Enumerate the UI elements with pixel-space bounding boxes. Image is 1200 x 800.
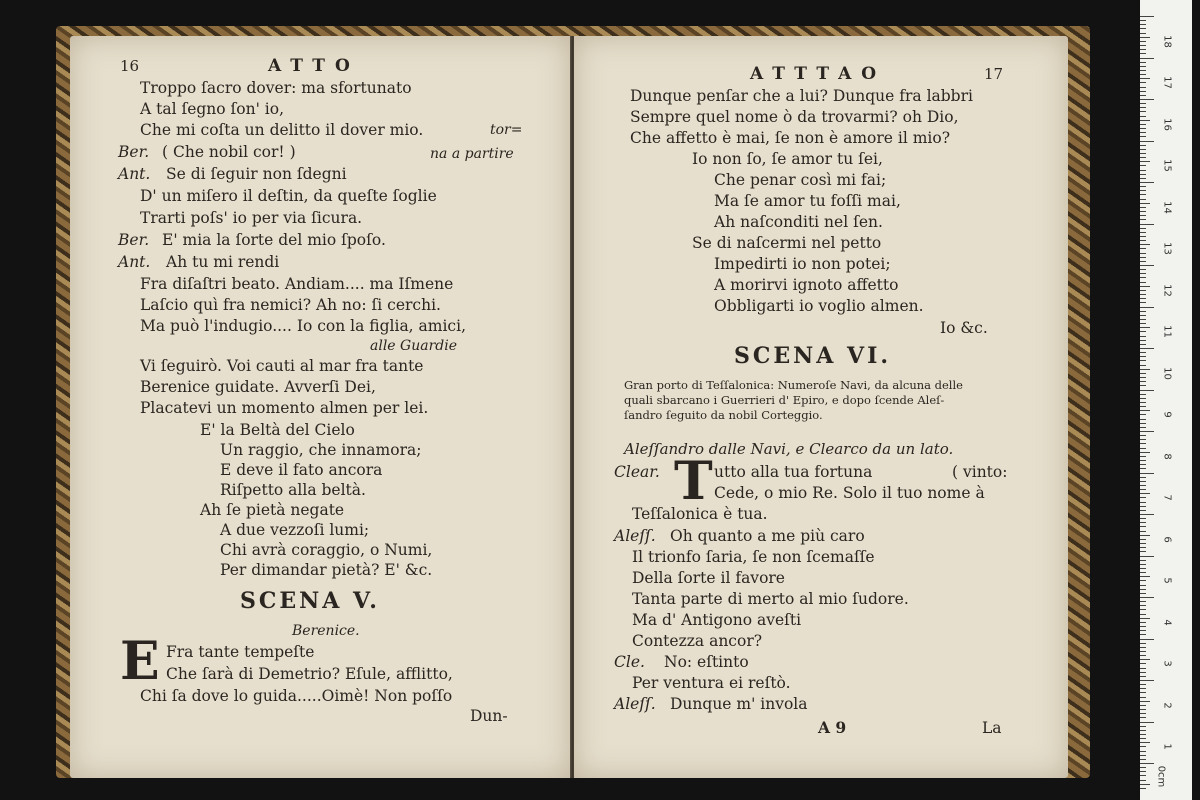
- ruler-tick: [1140, 734, 1146, 735]
- ruler-tick: [1140, 572, 1146, 573]
- ruler-tick: [1140, 634, 1146, 635]
- ruler-tick: [1140, 248, 1146, 249]
- ruler-tick: [1140, 365, 1146, 366]
- ruler-number: 14: [1161, 200, 1173, 214]
- ruler-tick: [1140, 514, 1154, 515]
- speaker-label: Clear.: [614, 463, 660, 481]
- ruler-tick: [1140, 74, 1146, 75]
- ruler-tick: [1140, 473, 1154, 474]
- aria-line: Che penar così mi fai;: [714, 171, 887, 189]
- ruler-tick: [1140, 298, 1146, 299]
- ruler-tick: [1140, 468, 1146, 469]
- ruler-tick: [1140, 489, 1146, 490]
- ruler-tick: [1140, 111, 1146, 112]
- ruler-tick: [1140, 269, 1146, 270]
- ruler-tick: [1140, 174, 1146, 175]
- ruler-number: 4: [1161, 618, 1173, 626]
- left-page: [70, 36, 570, 778]
- verse-line: Se di ſeguir non ſdegni: [166, 165, 347, 183]
- ruler-tick: [1140, 659, 1150, 660]
- stage-note: alle Guardie: [370, 338, 458, 354]
- ruler-tick: [1140, 464, 1146, 465]
- right-page: [574, 36, 1068, 778]
- ruler-tick: [1140, 423, 1146, 424]
- aria-line: A due vezzoſi lumi;: [220, 521, 370, 539]
- ruler-tick: [1140, 601, 1146, 602]
- ruler-tick: [1140, 132, 1146, 133]
- ruler-tick: [1140, 746, 1146, 747]
- ruler-tick: [1140, 78, 1150, 79]
- ruler-number: 17: [1161, 76, 1173, 89]
- ruler-tick: [1140, 414, 1146, 415]
- ruler-tick: [1140, 564, 1146, 565]
- aria-line: Ah ſe pietà negate: [200, 501, 345, 519]
- verse-line: Fra tante tempeſte: [166, 643, 315, 661]
- verse-line: Laſcio quì fra nemici? Ah no: ſi cerchi.: [140, 296, 441, 314]
- ruler-tick: [1140, 207, 1146, 208]
- ruler-tick: [1140, 427, 1146, 428]
- ruler-tick: [1140, 609, 1146, 610]
- ruler-tick: [1140, 680, 1154, 681]
- verse-line: Ma può l'indugio.... Io con la figlia, amici,: [140, 317, 466, 335]
- ruler-tick: [1140, 535, 1150, 536]
- ruler-tick: [1140, 327, 1150, 328]
- ruler-tick: [1140, 41, 1146, 42]
- ruler-tick: [1140, 630, 1146, 631]
- verse-line: Fra diſaſtri beato. Andiam.... ma Iſmene: [140, 275, 454, 293]
- stage-note: tor=: [490, 122, 523, 138]
- ruler-tick: [1140, 730, 1146, 731]
- ruler-tick: [1140, 419, 1146, 420]
- ruler-tick: [1140, 556, 1154, 557]
- ruler-tick: [1140, 497, 1146, 498]
- ruler-tick: [1140, 224, 1154, 225]
- verse-line: Berenice guidate. Avverſi Dei,: [140, 378, 376, 396]
- aria-line: Impedirti io non potei;: [714, 255, 891, 273]
- ruler-tick: [1140, 331, 1146, 332]
- ruler-tick: [1140, 145, 1146, 146]
- ruler-tick: [1140, 477, 1146, 478]
- aria-line: E' la Beltà del Cielo: [200, 421, 355, 439]
- ruler-tick: [1140, 493, 1150, 494]
- ruler-tick: [1140, 99, 1154, 100]
- ruler-tick: [1140, 257, 1146, 258]
- ruler-tick: [1140, 340, 1146, 341]
- ruler-tick: [1140, 767, 1146, 768]
- ruler-unit: 0cm: [1155, 765, 1167, 788]
- ruler-tick: [1140, 568, 1146, 569]
- verse-line: Ma d' Antigono aveſti: [632, 611, 802, 629]
- ruler-tick: [1140, 186, 1146, 187]
- verse-line: Della ſorte il favore: [632, 569, 785, 587]
- ruler-tick: [1140, 265, 1154, 266]
- ruler-tick: [1140, 352, 1146, 353]
- ruler-tick: [1140, 356, 1146, 357]
- ruler-tick: [1140, 240, 1146, 241]
- verse-line: Dunque penſar che a lui? Dunque fra labbri: [630, 87, 973, 105]
- ruler-tick: [1140, 576, 1150, 577]
- ruler-tick: [1140, 722, 1154, 723]
- speaker-label: Aleſſ.: [614, 527, 656, 545]
- ruler-tick: [1140, 16, 1154, 17]
- ruler-tick: [1140, 518, 1146, 519]
- ruler-tick: [1140, 165, 1146, 166]
- verse-line: Contezza ancor?: [632, 632, 763, 650]
- ruler-tick: [1140, 701, 1150, 702]
- ruler-tick: [1140, 402, 1146, 403]
- speaker-label: Ant.: [118, 253, 151, 271]
- ruler-tick: [1140, 82, 1146, 83]
- ruler-tick: [1140, 215, 1146, 216]
- aria-line: Obbligarti io voglio almen.: [714, 297, 924, 315]
- ruler-number: 5: [1161, 577, 1173, 584]
- aria-line: Io non ſo, ſe amor tu ſei,: [692, 150, 883, 168]
- ruler-number: 12: [1161, 283, 1173, 297]
- ruler-tick: [1140, 149, 1146, 150]
- ruler-tick: [1140, 182, 1154, 183]
- ruler-tick: [1140, 58, 1154, 59]
- verse-line: Trarti poſs' io per via ſicura.: [140, 209, 363, 227]
- ruler-tick: [1140, 273, 1146, 274]
- ruler-tick: [1140, 294, 1146, 295]
- speaker-label: Ber.: [118, 143, 150, 161]
- ruler-tick: [1140, 639, 1154, 640]
- ruler-tick: [1140, 435, 1146, 436]
- aria-line: Riſpetto alla beltà.: [220, 481, 366, 499]
- ruler-tick: [1140, 277, 1146, 278]
- ruler-tick: [1140, 775, 1146, 776]
- ruler-tick: [1140, 203, 1150, 204]
- ruler-tick: [1140, 161, 1150, 162]
- ruler-tick: [1140, 128, 1146, 129]
- ruler-tick: [1140, 692, 1146, 693]
- ruler-tick: [1140, 763, 1154, 764]
- ruler-tick: [1140, 485, 1146, 486]
- ruler-tick: [1140, 66, 1146, 67]
- ruler-tick: [1140, 311, 1146, 312]
- ruler-tick: [1140, 742, 1150, 743]
- verse-line: Cede, o mio Re. Solo il tuo nome à: [714, 484, 985, 502]
- ruler-tick: [1140, 37, 1150, 38]
- ruler-tick: [1140, 784, 1150, 785]
- ruler-tick: [1140, 688, 1146, 689]
- ruler-tick: [1140, 717, 1146, 718]
- verse-line: D' un miſero il deſtin, da queſte ſoglie: [140, 187, 437, 205]
- scene-setting: quali sbarcano i Guerrieri d' Epiro, e dopo ſcende Aleſ-: [624, 393, 945, 407]
- ruler-number: 1: [1161, 743, 1173, 750]
- ruler-tick: [1140, 236, 1146, 237]
- ruler-number: 13: [1161, 242, 1173, 255]
- ruler-tick: [1140, 307, 1154, 308]
- verse-line: Teſſalonica è tua.: [632, 505, 768, 523]
- ruler-tick: [1140, 253, 1146, 254]
- ruler-tick: [1140, 668, 1146, 669]
- ruler-tick: [1140, 713, 1146, 714]
- ruler-tick: [1140, 726, 1146, 727]
- ruler-tick: [1140, 539, 1146, 540]
- ruler-tick: [1140, 456, 1146, 457]
- ruler-tick: [1140, 481, 1146, 482]
- scene-setting: ſandro ſeguito da nobil Corteggio.: [624, 408, 823, 422]
- ruler-tick: [1140, 597, 1154, 598]
- verse-line: utto alla tua fortuna: [714, 463, 873, 481]
- ruler-tick: [1140, 443, 1146, 444]
- ruler-tick: [1140, 319, 1146, 320]
- ruler-tick: [1140, 410, 1150, 411]
- ruler-tick: [1140, 199, 1146, 200]
- ruler-tick: [1140, 232, 1146, 233]
- catchword: La: [982, 719, 1002, 737]
- stage-direction: Aleſſandro dalle Navi, e Clearco da un lato.: [624, 440, 954, 458]
- ruler-tick: [1140, 45, 1146, 46]
- ruler-tick: [1140, 24, 1146, 25]
- ruler-tick: [1140, 87, 1146, 88]
- ruler-number: 18: [1161, 34, 1173, 48]
- verse-line: Chi ſa dove lo guida.....Oimè! Non poſſo: [140, 687, 453, 705]
- verse-line: Tanta parte di merto al mio ſudore.: [632, 590, 909, 608]
- ruler-tick: [1140, 261, 1146, 262]
- ruler-tick: [1140, 360, 1146, 361]
- verse-line: Sempre quel nome ò da trovarmi? oh Dio,: [630, 108, 959, 126]
- verse-line: Che affetto è mai, ſe non è amore il mio?: [630, 129, 951, 147]
- verse-line: Per ventura ei reſtò.: [632, 674, 791, 692]
- ruler-tick: [1140, 190, 1146, 191]
- ruler-tick: [1140, 672, 1146, 673]
- ruler-tick: [1140, 398, 1146, 399]
- ruler-tick: [1140, 780, 1146, 781]
- ruler-number: 8: [1161, 452, 1173, 460]
- ruler-tick: [1140, 531, 1146, 532]
- page-number: 17: [984, 65, 1004, 83]
- catchword: Dun-: [470, 707, 508, 725]
- ruler-number: 11: [1161, 325, 1173, 338]
- verse-line: Che ſarà di Demetrio? Eſule, afflitto,: [166, 665, 453, 683]
- ruler-tick: [1140, 618, 1150, 619]
- ruler-tick: [1140, 95, 1146, 96]
- verse-line: E' mia la ſorte del mio ſpoſo.: [162, 231, 386, 249]
- scene-setting: Gran porto di Teſſalonica: Numeroſe Navi, da alcuna delle: [624, 378, 963, 392]
- ruler-tick: [1140, 614, 1146, 615]
- ruler-tick: [1140, 738, 1146, 739]
- aria-line: Per dimandar pietà? E' &c.: [220, 561, 433, 579]
- ruler-tick: [1140, 448, 1146, 449]
- scene-title: SCENA V.: [240, 588, 380, 614]
- ruler-tick: [1140, 228, 1146, 229]
- measuring-ruler: [1140, 0, 1192, 800]
- ruler-tick: [1140, 605, 1146, 606]
- ruler-tick: [1140, 502, 1146, 503]
- ruler-tick: [1140, 647, 1146, 648]
- ruler-tick: [1140, 107, 1146, 108]
- ruler-number: 2: [1161, 701, 1173, 709]
- ruler-tick: [1140, 103, 1146, 104]
- ruler-tick: [1140, 28, 1146, 29]
- verse-line: ( Che nobil cor! ): [162, 143, 296, 161]
- verse-line: Dunque m' invola: [670, 695, 808, 713]
- speaker-label: Aleſſ.: [614, 695, 656, 713]
- drop-cap: T: [674, 451, 713, 512]
- ruler-number: 6: [1161, 535, 1173, 543]
- ruler-tick: [1140, 282, 1146, 283]
- ruler-tick: [1140, 663, 1146, 664]
- ruler-tick: [1140, 49, 1146, 50]
- ruler-tick: [1140, 153, 1146, 154]
- ruler-number: 10: [1161, 366, 1173, 380]
- ruler-tick: [1140, 460, 1146, 461]
- ruler-number: 9: [1161, 411, 1173, 418]
- ruler-tick: [1140, 585, 1146, 586]
- ruler-tick: [1140, 124, 1146, 125]
- ruler-tick: [1140, 431, 1154, 432]
- ruler-tick: [1140, 211, 1146, 212]
- ruler-tick: [1140, 593, 1146, 594]
- ruler-tick: [1140, 651, 1146, 652]
- speaker-label: Cle.: [614, 653, 645, 671]
- ruler-tick: [1140, 751, 1146, 752]
- ruler-tick: [1140, 381, 1146, 382]
- ruler-tick: [1140, 705, 1146, 706]
- ruler-tick: [1140, 676, 1146, 677]
- ruler-tick: [1140, 369, 1150, 370]
- ruler-tick: [1140, 302, 1146, 303]
- ruler-tick: [1140, 178, 1146, 179]
- ruler-tick: [1140, 580, 1146, 581]
- aria-line: Se di naſcermi nel petto: [692, 234, 882, 252]
- ruler-tick: [1140, 655, 1146, 656]
- ruler-tick: [1140, 788, 1146, 789]
- verse-line: Ah tu mi rendi: [166, 253, 280, 271]
- ruler-tick: [1140, 684, 1146, 685]
- ruler-tick: [1140, 323, 1146, 324]
- aria-line: Un raggio, che innamora;: [220, 441, 422, 459]
- ruler-tick: [1140, 219, 1146, 220]
- verse-line: Placatevi un momento almen per lei.: [140, 399, 429, 417]
- ruler-tick: [1140, 33, 1146, 34]
- ruler-tick: [1140, 589, 1146, 590]
- aria-line: Ma ſe amor tu foſſi mai,: [714, 192, 901, 210]
- ruler-tick: [1140, 62, 1146, 63]
- ruler-tick: [1140, 759, 1146, 760]
- speaker-label: Ant.: [118, 165, 151, 183]
- scene-title: SCENA VI.: [734, 343, 892, 369]
- ruler-tick: [1140, 20, 1146, 21]
- ruler-tick: [1140, 506, 1146, 507]
- ruler-tick: [1140, 643, 1146, 644]
- ruler-tick: [1140, 157, 1146, 158]
- ruler-number: 16: [1161, 117, 1173, 131]
- running-header: ATTO: [268, 56, 360, 76]
- verse-line: Vi ſeguirò. Voi cauti al mar fra tante: [140, 357, 424, 375]
- verse-line: Oh quanto a me più caro: [670, 527, 865, 545]
- ruler-tick: [1140, 551, 1146, 552]
- ruler-tick: [1140, 385, 1146, 386]
- ruler-tick: [1140, 439, 1146, 440]
- ruler-tick: [1140, 373, 1146, 374]
- ruler-tick: [1140, 91, 1146, 92]
- ruler-tick: [1140, 136, 1146, 137]
- ruler-tick: [1140, 452, 1150, 453]
- ruler-tick: [1140, 194, 1146, 195]
- signature-mark: A 9: [818, 718, 847, 737]
- verse-line: Troppo ſacro dover: ma sfortunato: [140, 79, 412, 97]
- ruler-tick: [1140, 70, 1146, 71]
- ruler-tick: [1140, 315, 1146, 316]
- ruler-tick: [1140, 755, 1146, 756]
- ruler-tick: [1140, 510, 1146, 511]
- ruler-tick: [1140, 141, 1154, 142]
- ruler-tick: [1140, 697, 1146, 698]
- ruler-tick: [1140, 244, 1150, 245]
- ruler-tick: [1140, 547, 1146, 548]
- ruler-tick: [1140, 336, 1146, 337]
- ruler-tick: [1140, 120, 1150, 121]
- drop-cap: E: [120, 631, 160, 692]
- ruler-tick: [1140, 622, 1146, 623]
- ruler-tick: [1140, 394, 1146, 395]
- ruler-tick: [1140, 626, 1146, 627]
- verse-line: Che mi coſta un delitto il dover mio.: [140, 121, 424, 139]
- ruler-tick: [1140, 344, 1146, 345]
- ruler-tick: [1140, 390, 1154, 391]
- ruler-number: 3: [1161, 660, 1173, 667]
- ruler-tick: [1140, 116, 1146, 117]
- ruler-tick: [1140, 543, 1146, 544]
- ruler-tick: [1140, 377, 1146, 378]
- verse-line: A tal ſegno ſon' io,: [140, 100, 285, 118]
- ruler-tick: [1140, 771, 1146, 772]
- ruler-tick: [1140, 526, 1146, 527]
- verse-line: Il trionfo ſaria, ſe non ſcemaſſe: [632, 548, 875, 566]
- ruler-tick: [1140, 348, 1154, 349]
- aria-line: Chi avrà coraggio, o Numi,: [220, 541, 433, 559]
- ruler-tick: [1140, 406, 1146, 407]
- ruler-tick: [1140, 709, 1146, 710]
- ruler-tick: [1140, 170, 1146, 171]
- verse-line: No: eſtinto: [664, 653, 749, 671]
- page-number: 16: [120, 57, 140, 75]
- aria-line: Ah naſconditi nel ſen.: [714, 213, 883, 231]
- stage-note: ( vinto:: [952, 463, 1008, 481]
- ruler-tick: [1140, 286, 1150, 287]
- running-header: ATTTAO: [750, 64, 887, 84]
- ruler-tick: [1140, 560, 1146, 561]
- aria-line: E deve il fato ancora: [220, 461, 383, 479]
- ruler-tick: [1140, 522, 1146, 523]
- aria-end: Io &c.: [940, 319, 988, 337]
- speaker-label: Ber.: [118, 231, 150, 249]
- ruler-number: 7: [1161, 494, 1173, 501]
- scene-character: Berenice.: [292, 623, 360, 639]
- ruler-tick: [1140, 290, 1146, 291]
- aria-line: A morirvi ignoto affetto: [714, 276, 899, 294]
- ruler-tick: [1140, 53, 1146, 54]
- stage-note: na a partire: [430, 146, 514, 162]
- ruler-number: 15: [1161, 159, 1173, 172]
